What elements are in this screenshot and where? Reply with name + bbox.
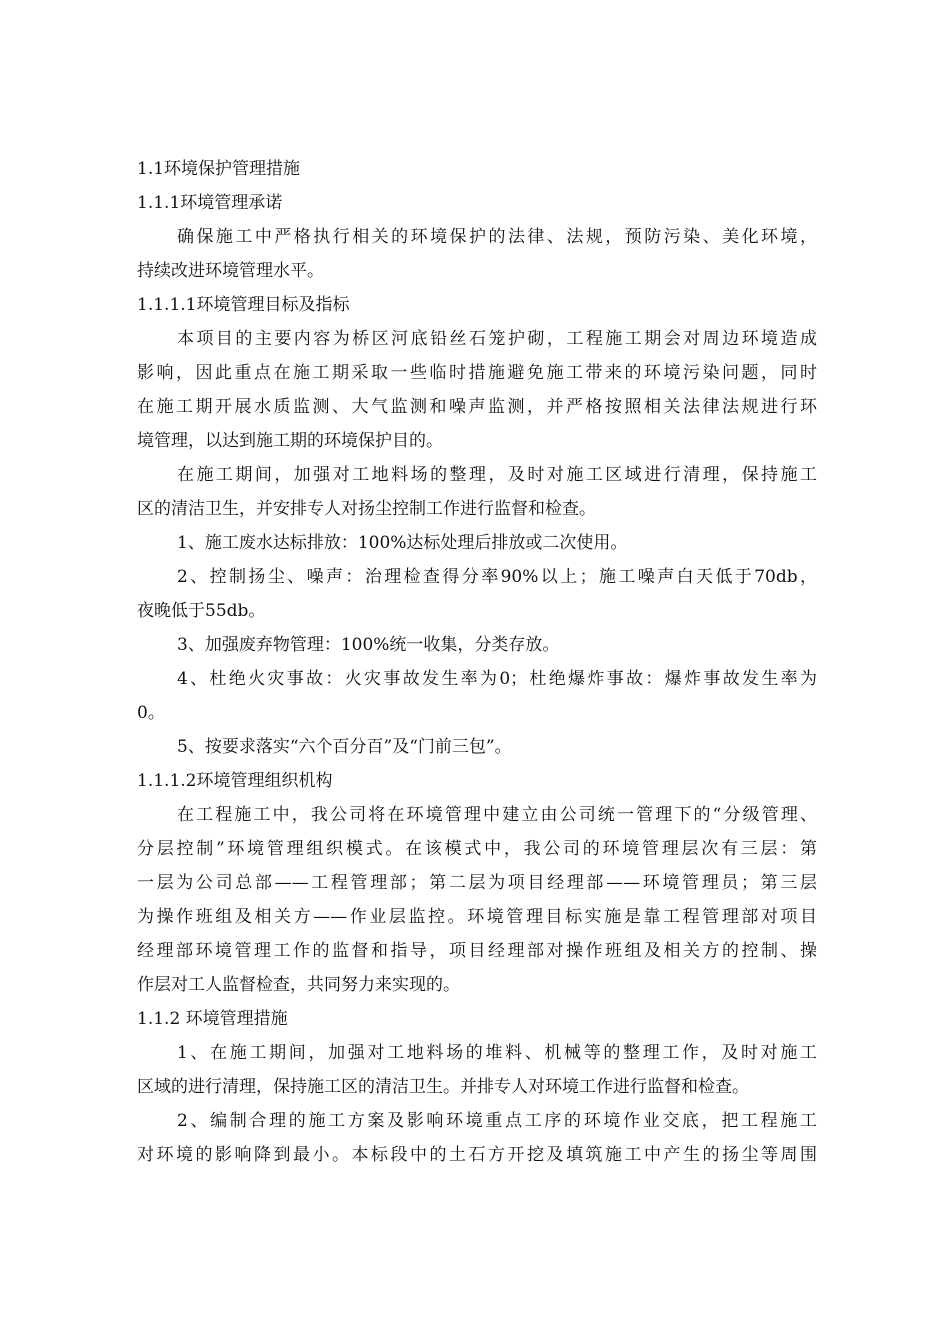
heading-1-1: 1.1环境保护管理措施 <box>137 159 301 179</box>
list-item: 4、杜绝火灾事故：火灾事故发生率为0；杜绝爆炸事故：爆炸事故发生率为 <box>177 669 817 689</box>
heading-1-1-2: 1.1.2 环境管理措施 <box>137 1009 288 1029</box>
paragraph-line: 在施工期间，加强对工地料场的整理，及时对施工区域进行清理，保持施工 <box>177 465 817 485</box>
paragraph-line: 分层控制”环境管理组织模式。在该模式中，我公司的环境管理层次有三层：第 <box>137 839 817 859</box>
list-item: 5、按要求落实“六个百分百”及“门前三包”。 <box>177 737 512 757</box>
heading-1-1-1-1: 1.1.1.1环境管理目标及指标 <box>137 295 350 315</box>
paragraph-line: 本项目的主要内容为桥区河底铅丝石笼护砌，工程施工期会对周边环境造成 <box>177 329 817 349</box>
paragraph-line: 一层为公司总部——工程管理部；第二层为项目经理部——环境管理员；第三层 <box>137 873 817 893</box>
list-item: 1、施工废水达标排放：100%达标处理后排放或二次使用。 <box>177 533 628 553</box>
list-item: 1、在施工期间，加强对工地料场的堆料、机械等的整理工作，及时对施工 <box>177 1043 817 1063</box>
list-item-continuation: 对环境的影响降到最小。本标段中的土石方开挖及填筑施工中产生的扬尘等周围 <box>137 1145 817 1165</box>
paragraph-line: 在工程施工中，我公司将在环境管理中建立由公司统一管理下的“分级管理、 <box>177 805 817 825</box>
paragraph-line: 区的清洁卫生，并安排专人对扬尘控制工作进行监督和检查。 <box>137 499 596 519</box>
list-item-continuation: 0。 <box>137 703 165 723</box>
list-item: 3、加强废弃物管理：100%统一收集，分类存放。 <box>177 635 560 655</box>
paragraph-line: 在施工期开展水质监测、大气监测和噪声监测，并严格按照相关法律法规进行环 <box>137 397 817 417</box>
list-item: 2、控制扬尘、噪声：治理检查得分率90%以上；施工噪声白天低于70db， <box>177 567 817 587</box>
paragraph-line: 境管理，以达到施工期的环境保护目的。 <box>137 431 443 451</box>
paragraph-line: 影响，因此重点在施工期采取一些临时措施避免施工带来的环境污染问题，同时 <box>137 363 817 383</box>
list-item: 2、编制合理的施工方案及影响环境重点工序的环境作业交底，把工程施工 <box>177 1111 817 1131</box>
list-item-continuation: 区域的进行清理，保持施工区的清洁卫生。并排专人对环境工作进行监督和检查。 <box>137 1077 749 1097</box>
paragraph-line: 经理部环境管理工作的监督和指导，项目经理部对操作班组及相关方的控制、操 <box>137 941 817 961</box>
paragraph-line: 确保施工中严格执行相关的环境保护的法律、法规，预防污染、美化环境， <box>177 227 817 247</box>
paragraph-line: 作层对工人监督检查，共同努力来实现的。 <box>137 975 460 995</box>
list-item-continuation: 夜晚低于55db。 <box>137 601 266 621</box>
heading-1-1-1-2: 1.1.1.2环境管理组织机构 <box>137 771 333 791</box>
heading-1-1-1: 1.1.1环境管理承诺 <box>137 193 283 213</box>
paragraph-line: 持续改进环境管理水平。 <box>137 261 324 281</box>
document-page <box>137 152 817 1172</box>
paragraph-line: 为操作班组及相关方——作业层监控。环境管理目标实施是靠工程管理部对项目 <box>137 907 817 927</box>
